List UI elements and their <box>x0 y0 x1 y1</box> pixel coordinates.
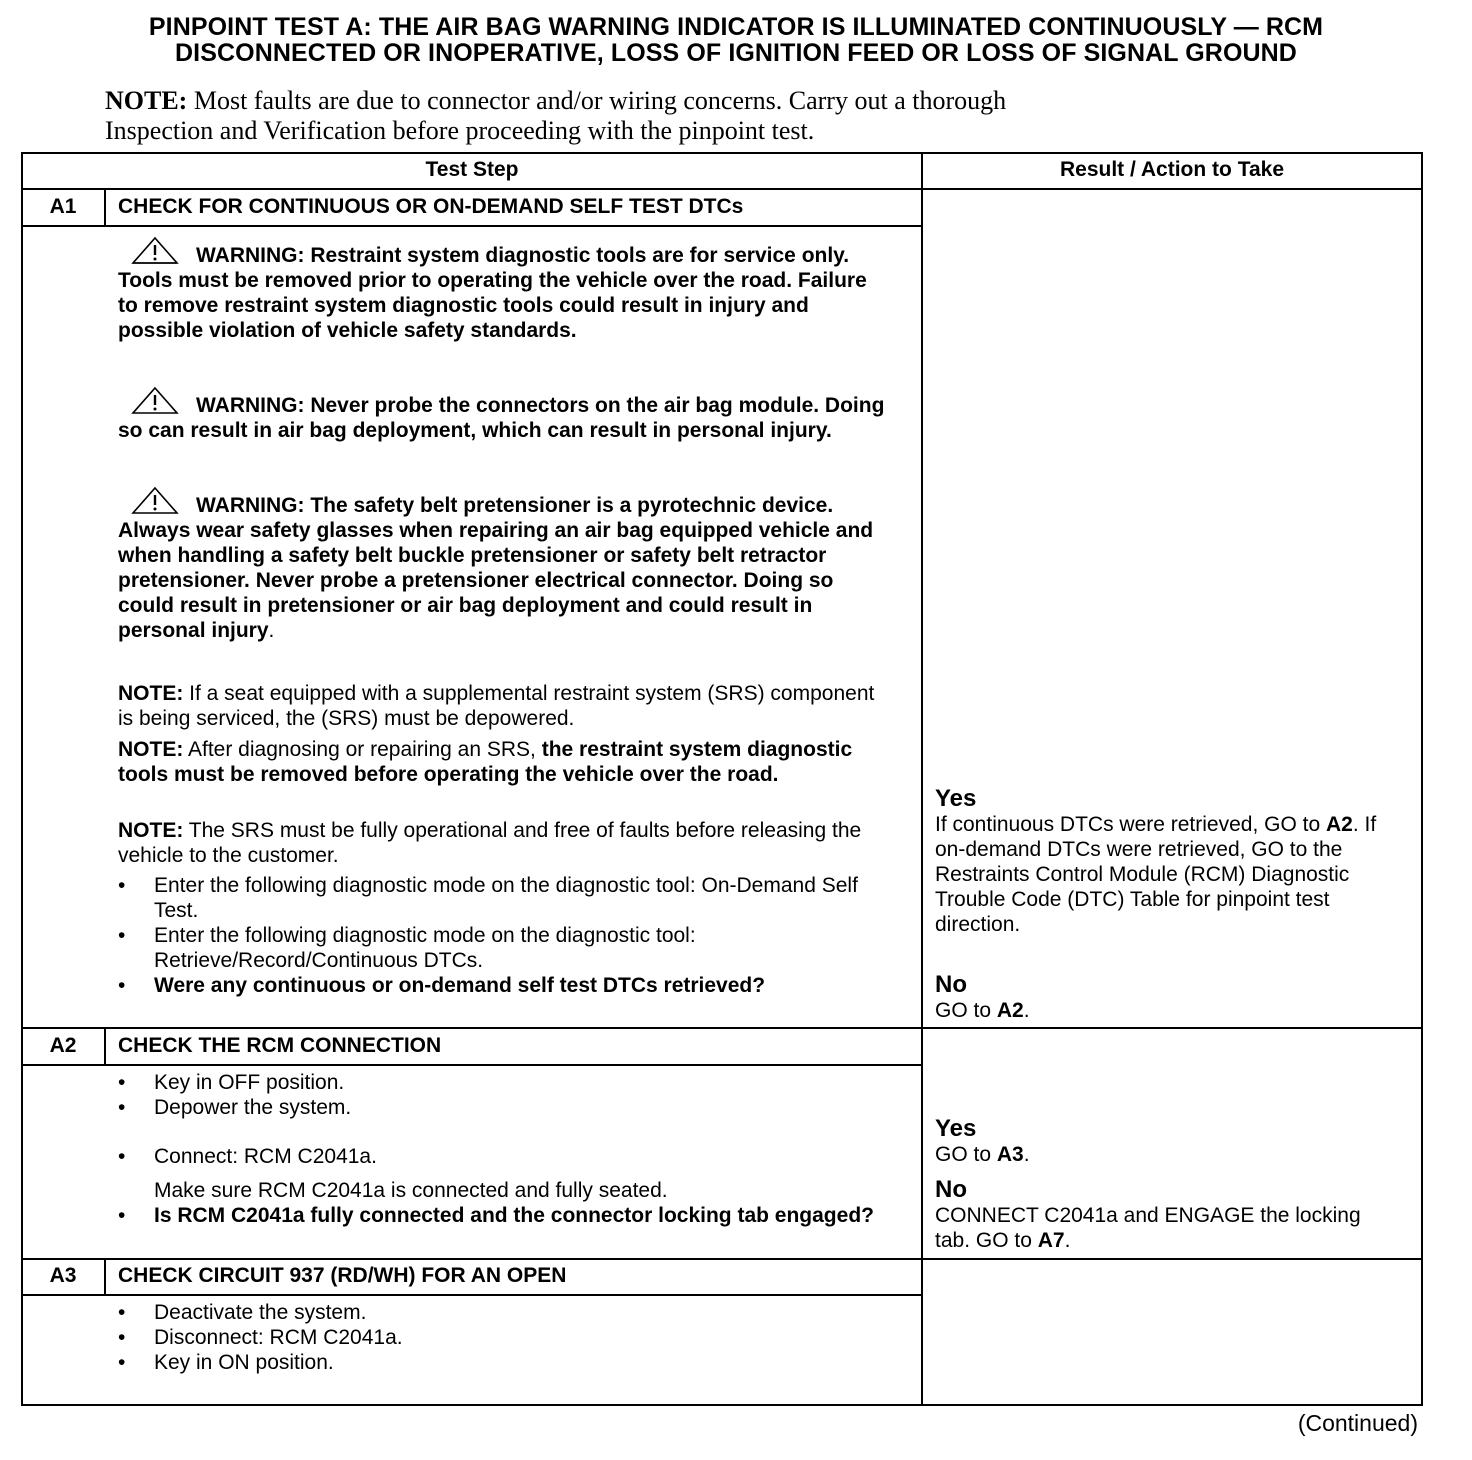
warning-1-first: WARNING: Restraint system diagnostic tools are for <box>196 244 718 267</box>
bullet-glyph: • <box>118 1204 126 1227</box>
yes-text: GO to <box>935 1143 997 1166</box>
note-1-label: NOTE: <box>118 682 184 705</box>
bullet-glyph: • <box>118 1301 126 1324</box>
step-a1-id: A1 <box>49 195 77 218</box>
step-a1-note-1 <box>118 681 888 731</box>
step-a2-instruction: Make sure RCM C2041a is connected and fully seated. <box>154 1179 668 1202</box>
step-a2-heading-rule <box>21 1064 922 1066</box>
no-end: . <box>1023 999 1030 1022</box>
bullet-glyph: • <box>118 1326 126 1349</box>
step-a3-heading: CHECK CIRCUIT 937 (RD/WH) FOR AN OPEN <box>118 1264 567 1287</box>
step-a1-warning-3 <box>118 486 888 643</box>
step-a1-result-yes <box>935 786 1410 937</box>
intro-note-line-1: Most faults are due to connector and/or wiring concerns. Carry out a thorough <box>187 86 1007 115</box>
column-divider <box>921 152 923 1406</box>
step-a2-result-yes <box>935 1116 1415 1167</box>
step-a1-heading-rule <box>21 225 922 227</box>
warning-2-rest: module. Doing so can result in air bag deployment, which can result in personal injury. <box>118 394 885 442</box>
bullet-text: Were any continuous or on-demand self test DTCs retrieved? <box>154 974 766 997</box>
warning-1-rest: service only. Tools must be removed prior to operating the vehicle over the road. Failure to remove restraint system diagnostic tools could result in injury and possible violation of vehicle safety standards. <box>118 244 867 342</box>
no-text: CONNECT C2041a and ENGAGE the locking tab. GO to <box>935 1204 1361 1252</box>
step-a2-id: A2 <box>49 1034 77 1057</box>
yes-text-2: . If on-demand DTCs were retrieved, GO to the Restraints Control Module (RCM) Diagnostic Trouble Code (DTC) Table for pinpoint test direction. <box>935 813 1377 936</box>
warning-3-rest: device. Always wear safety glasses when repairing an air bag equipped vehicle and when handling a safety belt buckle pretensioner or safety belt retractor pretensioner. Never probe a pretensioner electrical connector. Doing so could result in pretensioner or air bag deployment and could result in personal injury <box>118 494 874 642</box>
bullet-glyph: • <box>118 1351 126 1374</box>
no-bold: A2 <box>996 999 1024 1022</box>
yes-label: Yes <box>935 1115 977 1142</box>
title-line-1: PINPOINT TEST A: THE AIR BAG WARNING INDICATOR IS ILLUMINATED CONTINUOUSLY — RCM <box>148 13 1324 41</box>
bullet-text: Key in ON position. <box>154 1351 334 1374</box>
bullet-glyph: • <box>118 1145 126 1168</box>
warning-triangle-icon <box>130 236 180 266</box>
bullet-glyph: • <box>118 974 126 997</box>
step-a2-result-no <box>935 1177 1395 1253</box>
no-bold: A7 <box>1037 1229 1065 1252</box>
step-a2-id-divider <box>104 1029 106 1065</box>
no-label: No <box>935 1176 967 1203</box>
page-title <box>0 14 1472 66</box>
yes-end: . <box>1023 1143 1030 1166</box>
intro-note-label: NOTE: <box>105 86 188 115</box>
header-test-step: Test Step <box>425 158 519 181</box>
header-result: Result / Action to Take <box>1059 158 1285 181</box>
step-a3-id-divider <box>104 1260 106 1296</box>
bullet-text: Deactivate the system. <box>154 1301 367 1324</box>
step-a1-note-2 <box>118 737 888 787</box>
step-a3-id: A3 <box>49 1264 77 1287</box>
warning-3-end: . <box>268 619 275 642</box>
step-a1-note-3 <box>118 818 888 868</box>
no-end: . <box>1064 1229 1071 1252</box>
header-rule <box>21 188 1423 190</box>
bullet-text: Is RCM C2041a fully connected and the connector locking tab engaged? <box>154 1204 874 1227</box>
warning-2-first: WARNING: Never probe the connectors on the air bag <box>196 394 733 417</box>
no-text: GO to <box>935 999 997 1022</box>
yes-text-1: If continuous DTCs were retrieved, GO to <box>935 813 1326 836</box>
step-a1-warning-1 <box>118 236 888 343</box>
warning-triangle-icon <box>130 486 180 516</box>
bullet-glyph: • <box>118 1096 126 1119</box>
continued-label: (Continued) <box>1297 1410 1418 1436</box>
no-label: No <box>935 971 967 998</box>
note-2-bold: the restraint system diagnostic tools must be removed before operating the vehicle over the road. <box>118 738 853 786</box>
bullet-text: Disconnect: RCM C2041a. <box>154 1326 403 1349</box>
intro-note-line-2: Inspection and Verification before proceeding with the pinpoint test. <box>105 116 815 145</box>
step-a1-id-divider <box>104 190 106 226</box>
bullet-text: Enter the following diagnostic mode on the diagnostic tool: On-Demand Self Test. <box>154 874 858 922</box>
bullet-glyph: • <box>118 874 126 897</box>
warning-triangle-icon <box>130 386 180 416</box>
step-a3-heading-rule <box>21 1294 922 1296</box>
bullet-text: Key in OFF position. <box>154 1071 345 1094</box>
step-a1-result-no <box>935 972 1415 1023</box>
warning-3-first: WARNING: The safety belt pretensioner is a pyrotechnic <box>196 494 757 517</box>
note-1-text: If a seat equipped with a supplemental restraint system (SRS) component is being serviced, the (SRS) must be depowered. <box>118 682 875 730</box>
bullet-text: Depower the system. <box>154 1096 352 1119</box>
step-a1-heading: CHECK FOR CONTINUOUS OR ON-DEMAND SELF TEST DTCs <box>118 195 744 218</box>
bullet-text: Enter the following diagnostic mode on the diagnostic tool: Retrieve/Record/Continuous DTCs. <box>154 924 696 972</box>
note-2-text: After diagnosing or repairing an SRS, <box>183 738 542 761</box>
bullet-text: Connect: RCM C2041a. <box>154 1145 377 1168</box>
yes-bold: A3 <box>996 1143 1024 1166</box>
step-a1-warning-2 <box>118 386 888 443</box>
intro-note <box>105 86 1305 146</box>
bullet-glyph: • <box>118 924 126 947</box>
note-3-text: The SRS must be fully operational and free of faults before releasing the vehicle to the customer. <box>118 819 862 867</box>
yes-label: Yes <box>935 785 977 812</box>
bullet-glyph: • <box>118 1071 126 1094</box>
step-a1-bottom-rule <box>21 1027 1423 1029</box>
title-line-2: DISCONNECTED OR INOPERATIVE, LOSS OF IGNITION FEED OR LOSS OF SIGNAL GROUND <box>175 39 1297 67</box>
yes-bold-1: A2 <box>1325 813 1353 836</box>
step-a2-heading: CHECK THE RCM CONNECTION <box>118 1034 442 1057</box>
step-a2-bottom-rule <box>21 1258 1423 1260</box>
note-2-label: NOTE: <box>118 738 184 761</box>
note-3-label: NOTE: <box>118 819 184 842</box>
